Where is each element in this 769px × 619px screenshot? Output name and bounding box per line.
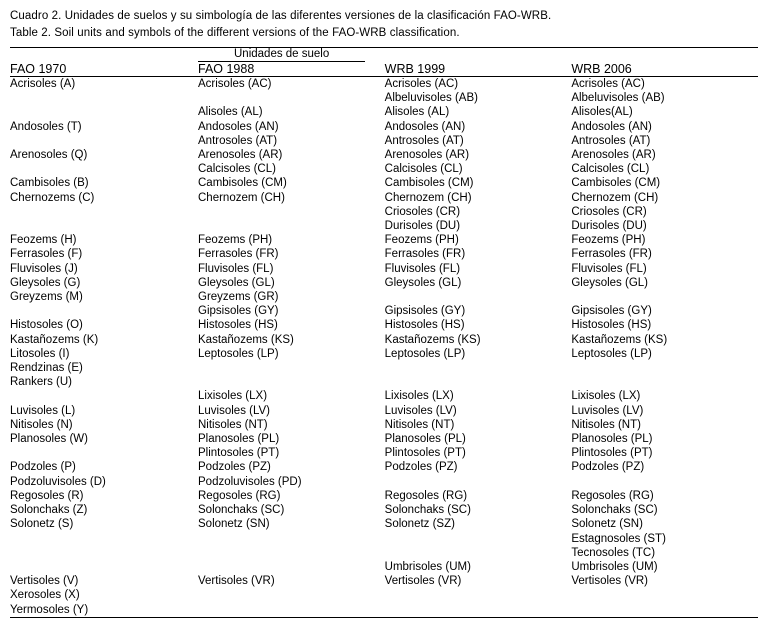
soil-unit-entry-empty	[10, 389, 198, 403]
soil-unit-entry: Acrisoles (AC)	[384, 78, 459, 90]
spanning-header-row	[10, 48, 758, 63]
soil-unit-entry: Antrosoles (AT)	[384, 134, 464, 147]
soil-unit-entry: Podzoluvisoles (PD)	[198, 475, 302, 488]
soil-unit-entry: Chernozems (C)	[10, 191, 95, 204]
soil-unit-entry-empty	[571, 361, 758, 375]
soil-unit-entry-empty	[571, 588, 758, 602]
soil-unit-entry: Criosoles (CR)	[384, 205, 461, 218]
soil-unit-entry: Podzoles (PZ)	[198, 461, 271, 474]
soil-unit-entry: Calcisoles (CL)	[571, 163, 650, 176]
soil-unit-entry: Solonetz (SN)	[571, 518, 643, 531]
spanning-header-label: Unidades de suelo	[198, 48, 365, 62]
soil-unit-entry: Planosoles (PL)	[384, 433, 466, 446]
soil-unit-entry: Vertisoles (VR)	[384, 575, 462, 588]
soil-unit-entry: Arenosoles (AR)	[571, 149, 656, 162]
column-header-fao-1970: FAO 1970	[10, 62, 67, 76]
soil-unit-entry: Gipsisoles (GY)	[198, 305, 279, 318]
soil-unit-entry: Nitisoles (N)	[10, 418, 73, 431]
soil-unit-entry: Fluvisoles (FL)	[198, 262, 274, 275]
soil-unit-entry: Plintosoles (PT)	[384, 447, 466, 460]
soil-unit-entry: Cambisoles (CM)	[571, 177, 661, 190]
soil-unit-entry-empty	[385, 475, 572, 489]
column-header-fao-1988: FAO 1988	[198, 62, 255, 76]
soil-unit-entry: Acrisoles (A)	[10, 78, 76, 90]
soil-unit-entry-empty	[571, 375, 758, 389]
entry-list-fao-1970	[10, 77, 198, 617]
soil-unit-entry-empty	[198, 603, 385, 617]
soil-unit-entry-empty	[10, 546, 198, 560]
soil-unit-entry-empty	[10, 560, 198, 574]
soil-unit-entry: Leptosoles (LP)	[198, 347, 279, 360]
soil-unit-entry: Alisoles (AL)	[384, 106, 450, 119]
soil-unit-entry: Alisoles (AL)	[198, 106, 263, 119]
soil-unit-entry: Regosoles (R)	[10, 489, 84, 502]
soil-unit-entry: Planosoles (PL)	[571, 433, 653, 446]
soil-unit-entry: Arenosoles (AR)	[198, 149, 283, 162]
soil-unit-entry: Solonetz (SZ)	[384, 518, 455, 531]
soil-unit-entry: Solonchaks (SC)	[198, 504, 285, 517]
soil-unit-entry-empty	[198, 546, 385, 560]
soil-unit-entry: Durisoles (DU)	[571, 220, 647, 233]
soil-unit-entry-empty	[198, 560, 385, 574]
soil-unit-entry: Ferrasoles (FR)	[571, 248, 652, 261]
soil-unit-entry: Cambisoles (CM)	[384, 177, 474, 190]
entry-list-wrb-2006	[571, 77, 758, 617]
soil-unit-entry: Podzoles (PZ)	[571, 461, 645, 474]
soil-unit-entry: Solonchaks (SC)	[571, 504, 658, 517]
soil-unit-entry-empty	[385, 546, 572, 560]
soil-unit-entry: Kastañozems (KS)	[384, 333, 481, 346]
soil-unit-entry: Vertisoles (VR)	[571, 575, 648, 588]
soil-unit-entry: Solonetz (SN)	[198, 518, 270, 531]
soil-unit-entry: Rendzinas (E)	[10, 362, 83, 375]
soil-unit-entry: Nitisoles (NT)	[384, 418, 455, 431]
soil-unit-entry-empty	[198, 361, 385, 375]
soil-unit-entry: Histosoles (O)	[10, 319, 83, 332]
soil-unit-entry: Estagnosoles (ST)	[571, 532, 666, 545]
soil-unit-entry: Fluvisoles (J)	[10, 262, 78, 275]
soil-unit-entry: Ferrasoles (FR)	[384, 248, 466, 261]
soil-unit-entry: Feozems (PH)	[384, 234, 459, 247]
soil-unit-entry: Planosoles (PL)	[198, 433, 280, 446]
soil-unit-entry: Umbrisoles (UM)	[571, 560, 658, 573]
soil-unit-entry: Nitisoles (NT)	[198, 418, 268, 431]
soil-unit-entry: Cambisoles (B)	[10, 177, 89, 190]
soil-unit-entry: Chernozem (CH)	[571, 191, 659, 204]
soil-unit-entry: Solonetz (S)	[10, 518, 74, 531]
soil-unit-entry: Luvisoles (LV)	[571, 404, 644, 417]
soil-unit-entry: Alisoles(AL)	[571, 106, 633, 119]
soil-unit-entry: Regosoles (RG)	[198, 489, 281, 502]
soil-unit-entry-empty	[198, 91, 385, 105]
soil-unit-entry-empty	[10, 532, 198, 546]
soil-unit-entry: Feozems (PH)	[198, 234, 273, 247]
soil-unit-entry: Luvisoles (L)	[10, 404, 76, 417]
soil-unit-entry-empty	[385, 532, 572, 546]
soil-unit-entry: Podzoluvisoles (D)	[10, 475, 106, 488]
table-body	[10, 77, 758, 618]
soil-unit-entry-empty	[198, 532, 385, 546]
soil-unit-entry: Umbrisoles (UM)	[384, 560, 471, 573]
soil-unit-entry: Rankers (U)	[10, 376, 72, 389]
soil-unit-entry: Andosoles (AN)	[384, 120, 466, 133]
soil-unit-entry-empty	[10, 446, 198, 460]
soil-unit-entry: Fluvisoles (FL)	[571, 262, 647, 275]
soil-unit-entry-empty	[571, 290, 758, 304]
soil-unit-entry: Litosoles (I)	[10, 347, 70, 360]
soil-unit-entry-empty	[198, 375, 385, 389]
soil-unit-entry: Antrosoles (AT)	[198, 134, 278, 147]
soil-unit-entry: Luvisoles (LV)	[198, 404, 271, 417]
soil-unit-entry: Kastañozems (KS)	[571, 333, 668, 346]
soil-unit-entry: Calcisoles (CL)	[198, 163, 276, 176]
soil-unit-entry: Plintosoles (PT)	[571, 447, 653, 460]
soil-unit-entry: Calcisoles (CL)	[384, 163, 463, 176]
soil-unit-entry: Criosoles (CR)	[571, 205, 647, 218]
soil-unit-entry: Ferrasoles (FR)	[198, 248, 279, 261]
soil-unit-entry: Regosoles (RG)	[384, 489, 468, 502]
soil-unit-entry: Gleysoles (G)	[10, 276, 81, 289]
entry-list-fao-1988	[198, 77, 385, 617]
soil-unit-entry: Fluvisoles (FL)	[384, 262, 461, 275]
soil-unit-entry: Albeluvisoles (AB)	[384, 92, 478, 105]
column-header-row	[10, 62, 758, 77]
soil-unit-entry: Greyzems (GR)	[198, 291, 279, 304]
soil-unit-entry: Acrisoles (AC)	[198, 78, 272, 90]
soil-unit-entry: Feozems (PH)	[571, 234, 646, 247]
soil-unit-entry: Regosoles (RG)	[571, 489, 654, 502]
soil-unit-entry: Gleysoles (GL)	[198, 276, 275, 289]
soil-unit-entry-empty	[385, 375, 572, 389]
soil-unit-entry: Yermosoles (Y)	[10, 603, 89, 616]
soil-unit-entry: Gleysoles (GL)	[571, 276, 648, 289]
table-caption-spanish: Cuadro 2. Unidades de suelos y su simbología de las diferentes versiones de la clasificación FAO-WRB.	[10, 10, 552, 22]
soil-unit-entry: Cambisoles (CM)	[198, 177, 287, 190]
soil-unit-entry-empty	[10, 91, 198, 105]
soil-unit-entry-empty	[198, 588, 385, 602]
soil-unit-entry: Histosoles (HS)	[571, 319, 652, 332]
soil-unit-entry-empty	[571, 603, 758, 617]
soil-unit-entry: Leptosoles (LP)	[571, 347, 652, 360]
soil-unit-entry-empty	[198, 219, 385, 233]
column-header-wrb-2006: WRB 2006	[571, 62, 632, 76]
soil-unit-entry-empty	[571, 475, 758, 489]
soil-unit-entry: Antrosoles (AT)	[571, 134, 651, 147]
soil-unit-entry: Chernozem (CH)	[198, 191, 285, 204]
soil-unit-entry-empty	[385, 603, 572, 617]
soil-unit-entry-empty	[385, 361, 572, 375]
soil-unit-entry: Albeluvisoles (AB)	[571, 92, 665, 105]
soil-unit-entry: Vertisoles (V)	[10, 575, 79, 588]
soil-unit-entry: Histosoles (HS)	[384, 319, 465, 332]
soil-unit-entry: Andosoles (AN)	[571, 120, 652, 133]
soil-unit-entry: Ferrasoles (F)	[10, 248, 83, 261]
soil-unit-entry: Chernozem (CH)	[384, 191, 472, 204]
soil-unit-entry: Solonchaks (Z)	[10, 504, 88, 517]
spanning-header-cell	[198, 48, 758, 63]
soil-unit-entry: Greyzems (M)	[10, 291, 83, 304]
spanning-header-spacer	[10, 48, 198, 63]
table-caption-english: Table 2. Soil units and symbols of the different versions of the FAO-WRB classification.	[10, 27, 460, 39]
column-cell-wrb-1999	[385, 77, 572, 618]
soil-unit-entry-empty	[10, 162, 198, 176]
soil-unit-entry: Tecnosoles (TC)	[571, 546, 656, 559]
soil-unit-entry: Vertisoles (VR)	[198, 575, 275, 588]
soil-unit-entry-empty	[10, 205, 198, 219]
soil-unit-entry: Nitisoles (NT)	[571, 418, 641, 431]
soil-unit-entry: Arenosoles (AR)	[384, 149, 470, 162]
table-data-row	[10, 77, 758, 618]
soil-unit-entry: Andosoles (AN)	[198, 120, 279, 133]
soil-unit-entry: Luvisoles (LV)	[384, 404, 457, 417]
column-header-wrb-1999: WRB 1999	[384, 62, 446, 76]
soil-unit-entry: Histosoles (HS)	[198, 319, 278, 332]
soil-unit-entry: Podzoles (P)	[10, 461, 76, 474]
soil-unit-entry: Lixisoles (LX)	[571, 390, 641, 403]
soil-units-table	[10, 47, 758, 618]
soil-unit-entry: Andosoles (T)	[10, 120, 82, 133]
soil-unit-entry-empty	[10, 304, 198, 318]
entry-list-wrb-1999	[385, 77, 572, 617]
soil-unit-entry: Arenosoles (Q)	[10, 149, 88, 162]
soil-units-table-wrapper	[10, 47, 759, 618]
soil-unit-entry: Gipsisoles (GY)	[571, 305, 652, 318]
soil-unit-entry-empty	[198, 205, 385, 219]
soil-unit-entry: Kastañozems (KS)	[198, 333, 294, 346]
soil-unit-entry: Gipsisoles (GY)	[384, 305, 466, 318]
column-cell-fao-1970	[10, 77, 198, 618]
column-cell-wrb-2006	[571, 77, 758, 618]
soil-unit-entry: Xerosoles (X)	[10, 589, 80, 602]
soil-unit-entry: Kastañozems (K)	[10, 333, 99, 346]
soil-unit-entry: Lixisoles (LX)	[198, 390, 268, 403]
soil-unit-entry-empty	[10, 134, 198, 148]
soil-unit-entry-empty	[10, 105, 198, 119]
soil-unit-entry: Leptosoles (LP)	[384, 347, 466, 360]
soil-unit-entry-empty	[385, 290, 572, 304]
column-cell-fao-1988	[198, 77, 385, 618]
soil-unit-entry: Plintosoles (PT)	[198, 447, 280, 460]
soil-unit-entry: Podzoles (PZ)	[384, 461, 458, 474]
soil-unit-entry-empty	[385, 588, 572, 602]
soil-unit-entry: Feozems (H)	[10, 234, 77, 247]
soil-unit-entry: Lixisoles (LX)	[384, 390, 454, 403]
soil-unit-entry: Acrisoles (AC)	[571, 78, 645, 90]
soil-unit-entry-empty	[10, 219, 198, 233]
soil-unit-entry: Gleysoles (GL)	[384, 276, 462, 289]
soil-unit-entry: Solonchaks (SC)	[384, 504, 471, 517]
soil-unit-entry: Durisoles (DU)	[384, 220, 461, 233]
table-head	[10, 48, 758, 77]
soil-unit-entry: Planosoles (W)	[10, 433, 88, 446]
